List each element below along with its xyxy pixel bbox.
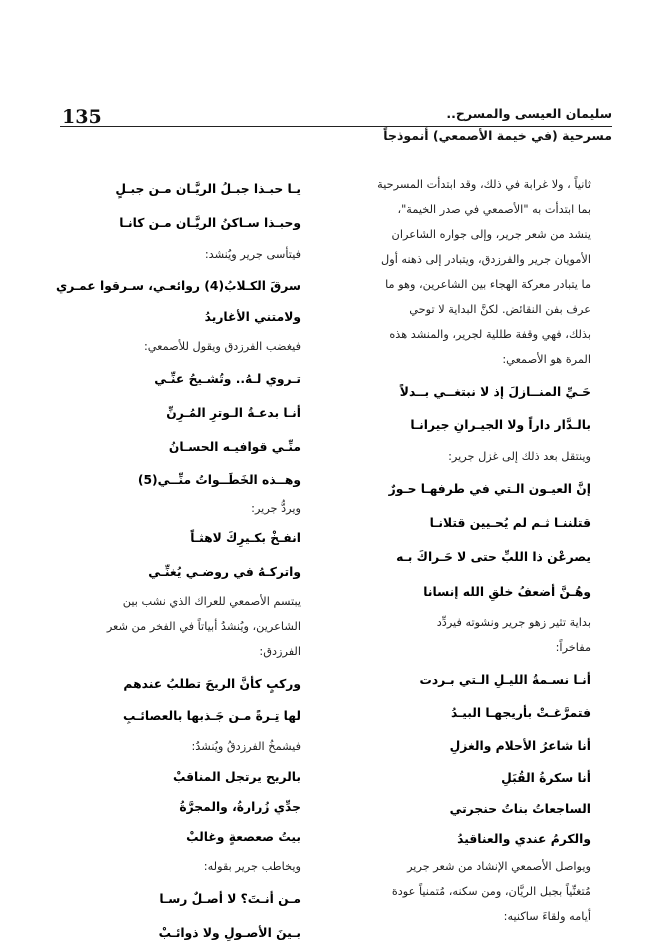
verse-line: لها تِـرةً مـن جَـذبها بالعصائـبِ [123, 709, 301, 723]
prose-line: مفاخراً: [555, 641, 591, 654]
verse-line: وهُـنَّ أضعفُ خلقِ الله إنسانا [423, 585, 591, 599]
prose-line: الفرزدق: [259, 645, 301, 658]
prose-line: ينشد من شعر جرير، وإلى جواره الشاعران [391, 228, 591, 241]
verse-line: حَـيِّ المنــازلَ إذ لا نبتغــي بــدلاً [399, 385, 591, 399]
verse-line: الساجعاتُ بناتُ حنجرتي [449, 802, 591, 816]
verse-line: وركبٍ كأنَّ الريحَ تطلبُ عندهم [123, 677, 301, 691]
verse-line: سرقَ الكـلابُ(4) روائعـي، سـرقوا عمـري [55, 279, 301, 293]
prose-line: ويخاطب جرير بقوله: [203, 860, 301, 873]
verse-line: إنَّ العيـون الـتي في طرفهـا حـورٌ [388, 482, 591, 496]
verse-line: جدِّي زُرارةُ، والمجرَّةُ [179, 800, 301, 814]
prose-line: بما ابتدأت به "الأصمعي في صدر الخيمة"، [397, 203, 591, 216]
prose-line: ويواصل الأصمعي الإنشاد من شعر جرير [407, 860, 591, 873]
verse-line: وحبـذا سـاكنُ الريَّـان مـن كانـا [119, 216, 301, 230]
verse-line: انفـخْ بكـيرِكَ لاهثـاً [190, 531, 301, 545]
verse-line: وهــذه الخَطَــواتُ منِّــي(5) [137, 473, 301, 487]
verse-line: أنـا نسـمةُ الليـلِ الـتي بـردت [419, 673, 591, 687]
header-rule [60, 126, 612, 127]
verse-line: بالـدَّار داراً ولا الجيـرانِ جيرانـا [410, 418, 591, 432]
prose-line: الأمويان جرير والفرزدق، ويتبادر إلى ذهنه أول [381, 253, 591, 266]
prose-line: فيتأسى جرير ويُنشد: [204, 248, 301, 261]
verse-line: مـن أنـتَ؟ لا أصـلٌ رسـا [159, 892, 301, 906]
prose-line: فيشمخُ الفرزدقُ ويُنشدُ: [191, 740, 301, 753]
prose-line: الشاعرين، ويُنشدُ أبياتاً في الفخر من شعر [106, 620, 301, 633]
verse-line: ولامتني الأغاريدُ [204, 310, 301, 324]
prose-line: بداية تثير زهو جرير ونشوته فيردِّد [436, 616, 591, 629]
prose-line: ويردُّ جرير: [251, 502, 301, 515]
verse-line: يصرعْن ذا اللبِّ حتى لا حَـراكَ بـه [396, 550, 591, 564]
prose-line: مُتغنِّياً بجبل الريَّان، ومن سكنه، مُتمنياً عودة [391, 885, 591, 898]
running-title: سليمان العيسى والمسرح.. [446, 106, 612, 121]
page-number: 135 [62, 106, 102, 128]
prose-line: وينتقل بعد ذلك إلى غزل جرير: [448, 450, 591, 463]
verse-line: يـا حبـذا جبـلُ الريَّـان مـن جبـلٍ [115, 182, 301, 196]
left-column [55, 172, 301, 950]
verse-line: بالريح يرتجل المناقبْ [172, 770, 301, 784]
prose-line: ما يتبادر معركة الهجاء بين الشاعرين، وهو ما [385, 278, 591, 291]
prose-line: بذلك، فهي وقفة طللية لجرير، والمنشد هذه [389, 328, 591, 341]
running-header [52, 96, 612, 148]
verse-line: بـينَ الأصـولِ ولا ذوائـبْ [158, 926, 301, 940]
verse-line: تـروي لـهُ.. وتُشـيحُ عنِّـي [154, 372, 301, 386]
verse-line: واتركـهُ في روضـي يُغنِّـي [148, 565, 301, 579]
verse-line: أنا سكرةُ القُبَلِ [501, 771, 591, 785]
verse-line: أنا شاعرُ الأحلام والغزلِ [449, 739, 591, 753]
verse-line: فتمرَّغـتْ بأريجهـا البيـدُ [450, 706, 591, 720]
running-subtitle: مسرحية (في خيمة الأصمعي) أنموذجاً [383, 128, 612, 143]
prose-line: يبتسم الأصمعي للعراك الذي نشب بين [122, 595, 301, 608]
right-column [373, 172, 591, 929]
verse-line: قتلننـا ثـم لم يُحـيين قتلانـا [429, 516, 591, 530]
prose-line: المرة هو الأصمعي: [502, 353, 591, 366]
prose-line: عرف بفن النقائض. لكنَّ البداية لا توحي [409, 303, 591, 316]
prose-line: أيامه ولقاءَ ساكنيه: [503, 910, 591, 923]
verse-line: أنـا بدعـةُ الـوترِ المُـرِنِّ [166, 406, 301, 420]
prose-line: فيغضب الفرزدق ويقول للأصمعي: [143, 340, 301, 353]
verse-line: والكرمُ عندي والعناقيدُ [457, 832, 591, 846]
verse-line: بيتُ صعصعةٍ وغالبْ [186, 830, 301, 844]
verse-line: منِّـي قوافيـه الحسـانُ [168, 440, 301, 454]
prose-line: ثانياً ، ولا غرابة في ذلك، وقد ابتدأت المسرحية [377, 178, 591, 191]
